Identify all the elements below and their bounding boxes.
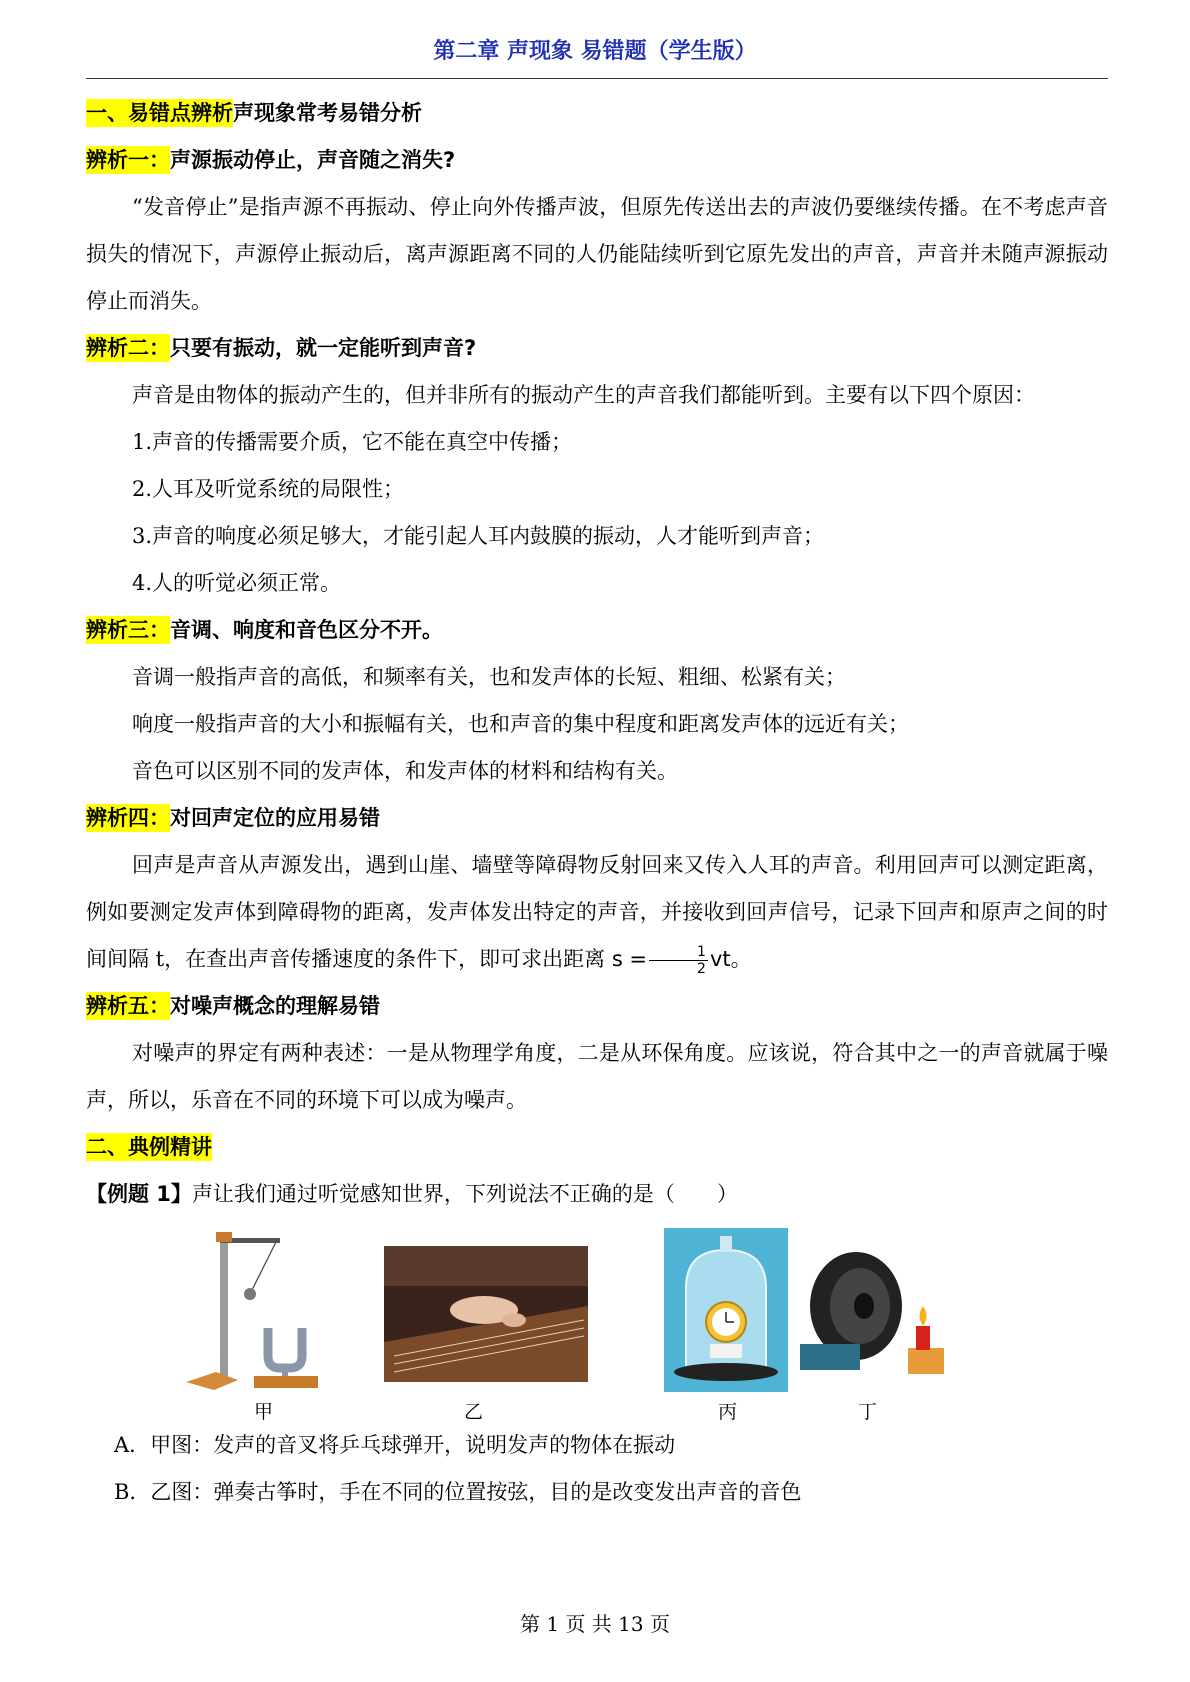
analysis-label-4: 辨析四： xyxy=(86,806,170,830)
tuning-fork-figure xyxy=(186,1232,326,1392)
speaker-candle-figure xyxy=(796,1244,946,1390)
option-b: B．乙图：弹奏古筝时，手在不同的位置按弦，目的是改变发出声音的音色 xyxy=(114,1480,802,1504)
analysis-heading-3 xyxy=(86,607,1108,654)
caption-ding: 丁 xyxy=(858,1401,878,1423)
example-label: 【例题 1】 xyxy=(86,1182,192,1206)
header-divider xyxy=(86,78,1108,79)
analysis-heading-1 xyxy=(86,137,1108,184)
example-figures xyxy=(86,1226,1108,1422)
analysis-title-3: 音调、响度和音色区分不开。 xyxy=(170,618,443,642)
page-content xyxy=(86,90,1108,1516)
analysis-text-1: “发音停止”是指声源不再振动、停止向外传播声波，但原先传送出去的声波仍要继续传播。在不考虑声音损失的情况下，声源停止振动后，离声源距离不同的人仍能陆续听到它原先发出的声音，声音并未随声源振动停止而消失。 xyxy=(86,195,1108,313)
analysis-text-2: 声音是由物体的振动产生的，但并非所有的振动产生的声音我们都能听到。主要有以下四个原因： xyxy=(132,383,1035,407)
formula-end: 。 xyxy=(730,947,752,971)
reason-item-1: 1.声音的传播需要介质，它不能在真空中传播； xyxy=(132,430,573,454)
analysis-title-5: 对噪声概念的理解易错 xyxy=(170,994,380,1018)
page-footer: 第 1 页 共 13 页 xyxy=(520,1612,670,1636)
example-question-text: 声让我们通过听觉感知世界，下列说法不正确的是（ ） xyxy=(191,1182,738,1206)
formula-fraction xyxy=(649,944,708,977)
analysis-heading-5 xyxy=(86,983,1108,1030)
analysis-label-5: 辨析五： xyxy=(86,994,170,1018)
analysis-text-4 xyxy=(86,842,1108,983)
section-heading-2 xyxy=(86,1124,1108,1171)
example-question xyxy=(86,1171,1108,1218)
section-label-1: 一、易错点辨析 xyxy=(86,101,233,125)
formula-lhs: s = xyxy=(611,947,648,971)
analysis-line-pitch: 音调一般指声音的高低，和频率有关，也和发声体的长短、粗细、松紧有关； xyxy=(132,665,846,689)
page-header-title: 第二章 声现象 易错题（学生版） xyxy=(433,39,757,64)
analysis-label-1: 辨析一： xyxy=(86,148,170,172)
analysis-line-timbre: 音色可以区别不同的发声体，和发声体的材料和结构有关。 xyxy=(132,759,678,783)
analysis-label-2: 辨析二： xyxy=(86,336,170,360)
guzheng-photo xyxy=(384,1246,588,1382)
analysis-title-4: 对回声定位的应用易错 xyxy=(170,806,380,830)
section-title-1: 声现象常考易错分析 xyxy=(233,101,422,125)
fraction-numerator: 1 xyxy=(649,944,708,961)
analysis-title-1: 声源振动停止，声音随之消失? xyxy=(170,148,456,172)
caption-jia: 甲 xyxy=(254,1401,274,1423)
reason-item-3: 3.声音的响度必须足够大，才能引起人耳内鼓膜的振动，人才能听到声音； xyxy=(132,524,825,548)
section-heading-1 xyxy=(86,90,1108,137)
distance-formula xyxy=(611,943,731,977)
analysis-heading-2 xyxy=(86,325,1108,372)
analysis-heading-4 xyxy=(86,795,1108,842)
fraction-denominator: 2 xyxy=(697,960,706,977)
caption-bing: 丙 xyxy=(718,1401,738,1423)
echo-text: 回声是声音从声源发出，遇到山崖、墙壁等障碍物反射回来又传入人耳的声音。利用回声可以测定距离，例如要测定发声体到障碍物的距离，发声体发出特定的声音，并接收到回声信号，记录下回声和原声之间的时间间隔 t，在查出声音传播速度的条件下，即可求出距离 xyxy=(86,853,1108,971)
analysis-line-loudness: 响度一般指声音的大小和振幅有关，也和声音的集中程度和距离发声体的远近有关； xyxy=(132,712,909,736)
option-a: A．甲图：发声的音叉将乒乓球弹开，说明发声的物体在振动 xyxy=(114,1433,676,1457)
bell-jar-photo xyxy=(664,1228,788,1392)
reason-item-4: 4.人的听觉必须正常。 xyxy=(132,571,342,595)
analysis-text-5: 对噪声的界定有两种表述：一是从物理学角度，二是从环保角度。应该说，符合其中之一的声音就属于噪声，所以，乐音在不同的环境下可以成为噪声。 xyxy=(86,1041,1108,1112)
analysis-label-3: 辨析三： xyxy=(86,618,170,642)
formula-rhs: vt xyxy=(709,947,731,971)
section-label-2: 二、典例精讲 xyxy=(86,1135,212,1159)
caption-yi: 乙 xyxy=(464,1401,484,1423)
reason-item-2: 2.人耳及听觉系统的局限性； xyxy=(132,477,405,501)
analysis-title-2: 只要有振动，就一定能听到声音? xyxy=(170,336,477,360)
